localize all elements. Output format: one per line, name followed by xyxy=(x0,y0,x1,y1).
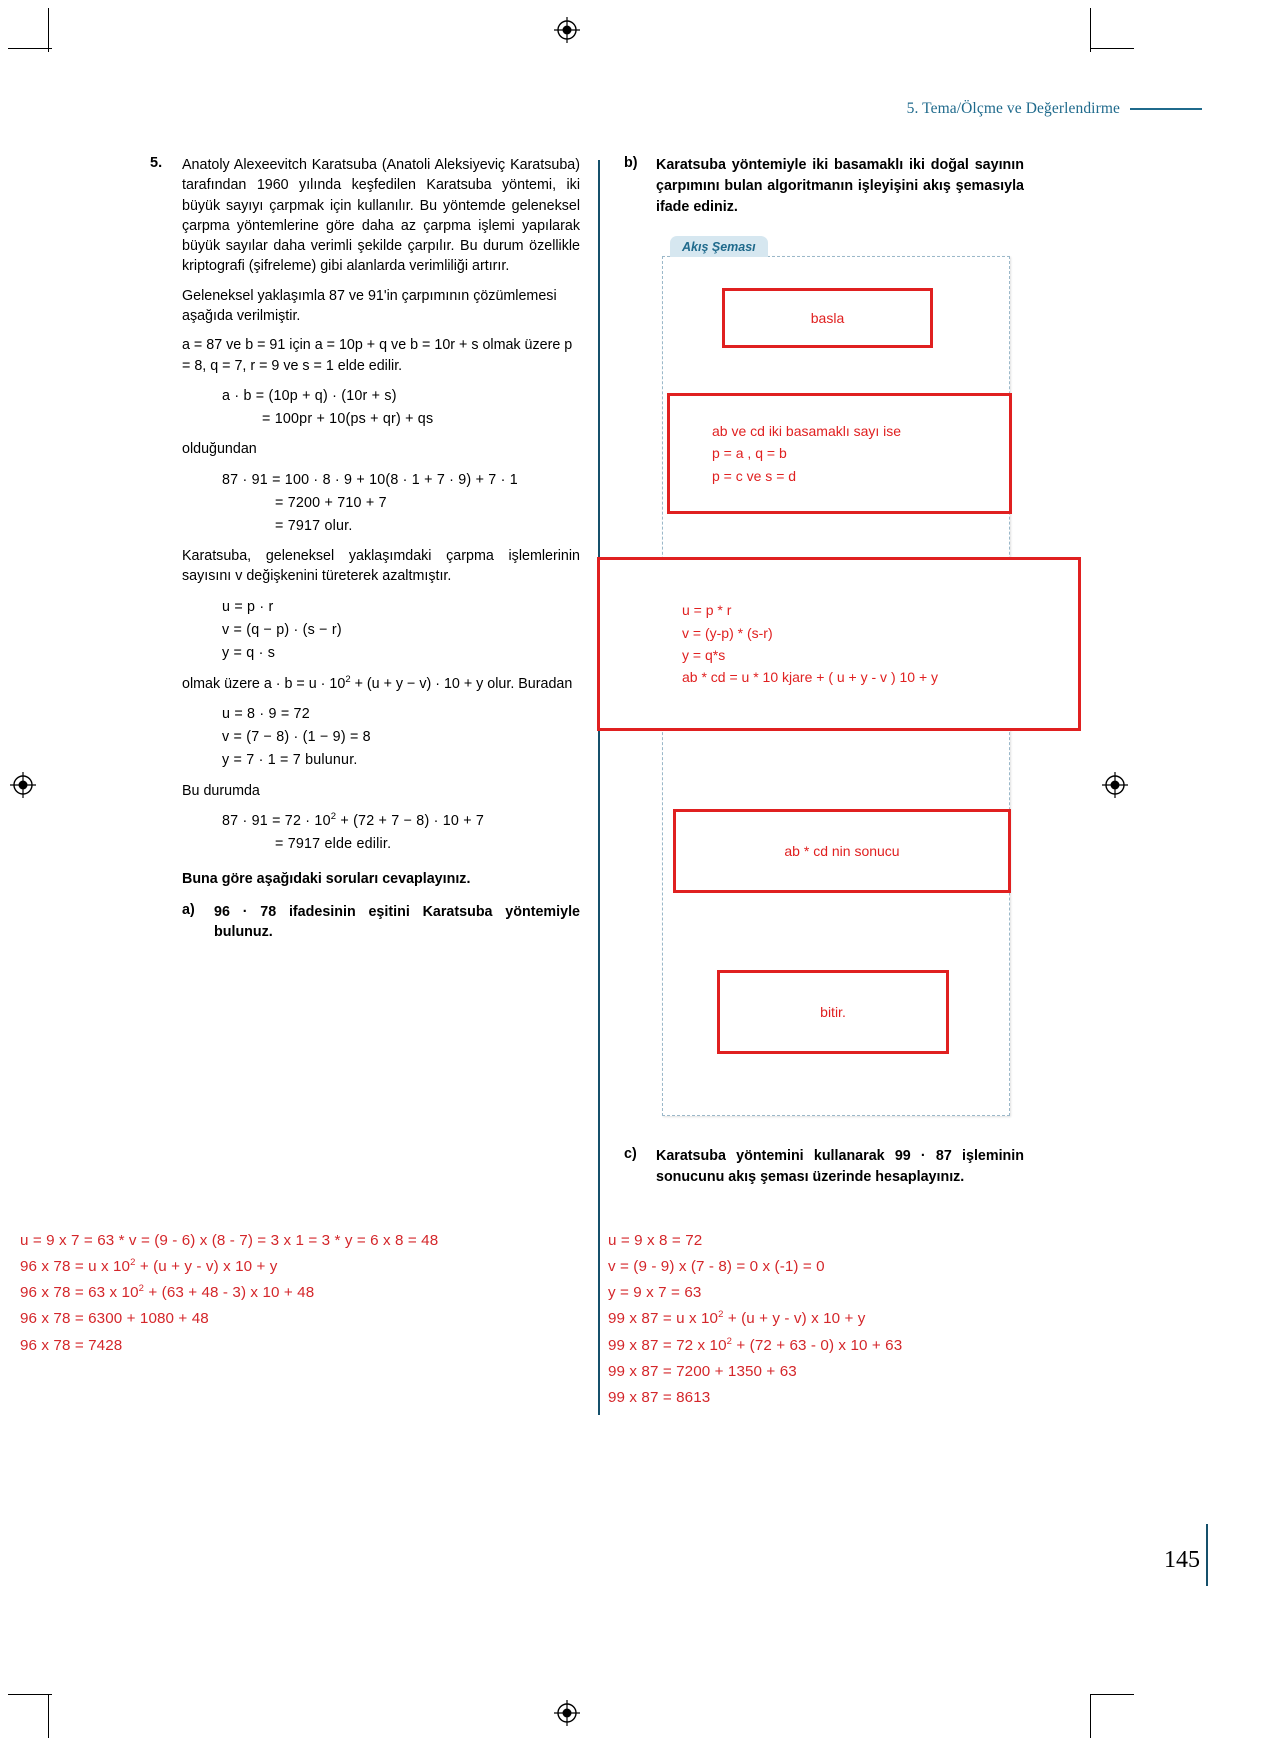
answer-line: 99 x 87 = 72 x $10^2 + (72 + 63 - 0)$ x 10 + 63 xyxy=(608,1335,903,1354)
sub-question-a-letter: a) xyxy=(182,901,195,918)
sub-question-c-text: Karatsuba yöntemini kullanarak 99 · 87 işleminin sonucunu akış şeması üzerinde hesaplayınız. xyxy=(656,1148,1024,1186)
instruction-text: Buna göre aşağıdaki soruları cevaplayınız. xyxy=(182,871,471,888)
sub-question-b xyxy=(624,155,1024,218)
crop-mark-bottom-left-h xyxy=(8,1694,52,1695)
answer-line: u = 9 x 7 = 63 * v = (9 - 6) x (8 - 7) = 3 x 1 = 3 * y = 6 x 8 = 48 xyxy=(20,1232,439,1249)
paragraph-traditional: Geleneksel yaklaşımla 87 ve 91'in çarpımının çözümlemesi aşağıda verilmiştir. xyxy=(182,287,557,325)
math-block-1 xyxy=(182,385,580,430)
paragraph-olduğundan: olduğundan xyxy=(182,441,257,458)
math-line xyxy=(182,408,580,430)
sub-question-b-text: Karatsuba yöntemiyle iki basamaklı iki doğal sayının çarpımını bulan algoritmanın işleyişini akış şemasıyla ifade ediniz. xyxy=(656,157,1024,216)
flow-node-calculation xyxy=(597,557,1081,731)
paragraph-olmak-uzere: olmak üzere $a \cdot b = u \cdot 10^2 + (u + y - v) \cdot 10 + y$ olur. Buradan xyxy=(182,674,573,692)
flow-node-line: ab * cd = u * 10 kjare + ( u + y - v ) 10 + y xyxy=(682,669,939,686)
flow-node-start-text: basla xyxy=(810,309,845,326)
registration-mark-right xyxy=(1102,772,1128,798)
flow-node-line: u = p * r xyxy=(682,602,732,619)
answer-block-a xyxy=(20,1228,580,1359)
page-number-rule xyxy=(1206,1524,1208,1586)
crop-mark-bottom-right-v xyxy=(1090,1694,1091,1738)
math-line: y = q · s xyxy=(222,644,276,661)
answer-line: y = 9 x 7 = 63 xyxy=(608,1284,702,1302)
answer-line: 99 x 87 = u x $10^2 + (u + y - v)$ x 10 + y xyxy=(608,1309,866,1328)
crop-mark-bottom-left-v xyxy=(48,1694,49,1738)
flow-node-end-text: bitir. xyxy=(820,1003,846,1020)
math-line xyxy=(182,833,580,855)
registration-mark-top xyxy=(554,17,580,43)
flow-node-input xyxy=(667,393,1012,514)
right-column xyxy=(624,155,1024,1188)
registration-mark-left xyxy=(10,772,36,798)
column-divider xyxy=(598,160,600,1415)
math-line: v = (7 − 8) · (1 − 9) = 8 xyxy=(222,729,371,746)
flow-node-line: y = q*s xyxy=(682,647,726,664)
answer-line: 99 x 87 = 8613 xyxy=(608,1388,711,1406)
flow-node-line: p = a , q = b xyxy=(712,445,787,462)
math-block-3 xyxy=(182,596,580,664)
question-number: 5. xyxy=(150,155,163,171)
answer-line: 96 x 78 = 63 x $10^2 + (63 + 48 - 3)$ x 10 + 48 xyxy=(20,1283,315,1302)
left-column xyxy=(150,155,580,943)
flow-node-end xyxy=(717,970,949,1054)
answer-line: 96 x 78 = 6300 + 1080 + 48 xyxy=(20,1310,209,1328)
header-title: 5. Tema/Ölçme ve Değerlendirme xyxy=(906,100,1120,117)
math-text: = 7200 + 710 + 7 xyxy=(275,494,387,511)
sub-question-c-letter: c) xyxy=(624,1146,637,1163)
paragraph-karatsuba: Karatsuba, geleneksel yaklaşımdaki çarpma işlemlerinin sayısını v değişkenini türeterek azaltmıştır. xyxy=(182,548,580,585)
math-text: = 7917 elde edilir. xyxy=(275,836,392,853)
question-5 xyxy=(150,155,580,943)
math-line: $87 \cdot 91 = 72 \cdot 10^2 + (72 + 7 - 8) \cdot 10 + 7$ xyxy=(222,811,485,829)
answer-line: 96 x 78 = 7428 xyxy=(20,1336,123,1354)
flowchart-canvas xyxy=(662,256,1010,1116)
crop-mark-top-left-h xyxy=(8,48,52,49)
math-line: u = p · r xyxy=(222,598,274,615)
math-line: a · b = (10p + q) · (10r + s) xyxy=(222,387,397,404)
answer-line: 96 x 78 = u x $10^2 + (u + y - v)$ x 10 + y xyxy=(20,1257,278,1276)
flow-node-output-text: ab * cd nin sonucu xyxy=(784,842,900,859)
math-block-2 xyxy=(182,469,580,537)
paragraph-intro: Anatoly Alexeevitch Karatsuba (Anatoli Aleksiyeviç Karatsuba) tarafından 1960 yılında keşfedilen Karatsuba yöntemi, iki büyük sayıyı çarpmak için kullanılır. Bu yöntemde geleneksel çarpma yöntemlerine göre daha az çarpma işlemi yapılarak büyük sayılar daha verimli şekilde çarpılır. Bu durum özellikle kriptografi (şifreleme) gibi alanlarda verimliliği artırır. xyxy=(182,157,580,275)
question-body xyxy=(182,155,580,943)
math-line xyxy=(182,492,580,514)
crop-mark-top-left-v xyxy=(48,8,49,52)
flow-node-line: p = c ve s = d xyxy=(712,467,797,484)
math-block-4 xyxy=(182,703,580,771)
math-line: y = 7 · 1 = 7 bulunur. xyxy=(222,752,358,769)
page-number: 145 xyxy=(1164,1547,1200,1573)
sub-question-a-text: 96 · 78 ifadesinin eşitini Karatsuba yöntemiyle bulunuz. xyxy=(214,903,580,941)
flow-node-output xyxy=(673,809,1011,893)
sub-question-b-letter: b) xyxy=(624,155,638,171)
crop-mark-bottom-right-h xyxy=(1090,1694,1134,1695)
paragraph-variables: a = 87 ve b = 91 için a = 10p + q ve b = 10r + s olmak üzere p = 8, q = 7, r = 9 ve s = 1 elde edilir. xyxy=(182,337,573,374)
math-text: = 100pr + 10(ps + qr) + qs xyxy=(262,411,434,428)
sub-question-a xyxy=(182,902,580,943)
answer-line: 99 x 87 = 7200 + 1350 + 63 xyxy=(608,1362,797,1380)
answer-block-c xyxy=(608,1228,1028,1411)
header-rule xyxy=(1130,108,1202,110)
crop-mark-top-right-h xyxy=(1090,48,1134,49)
answer-line: u = 9 x 8 = 72 xyxy=(608,1232,703,1249)
flowchart-panel xyxy=(662,236,1010,1116)
math-line xyxy=(182,515,580,537)
sub-question-c xyxy=(624,1146,1024,1188)
paragraph-bu-durumda: Bu durumda xyxy=(182,782,260,799)
math-line: u = 8 · 9 = 72 xyxy=(222,706,310,723)
flowchart-tab-label: Akış Şeması xyxy=(670,236,768,257)
flow-node-start xyxy=(722,288,933,348)
math-block-5 xyxy=(182,810,580,855)
flow-node-line: ab ve cd iki basamaklı sayı ise xyxy=(712,422,902,439)
math-line: v = (q − p) · (s − r) xyxy=(222,621,342,638)
flow-node-line: v = (y-p) * (s-r) xyxy=(682,624,773,641)
math-text: = 7917 olur. xyxy=(275,517,353,534)
flow-node-calculation-text xyxy=(600,599,1078,689)
running-header xyxy=(907,100,1202,118)
flow-node-input-text xyxy=(670,420,1009,487)
crop-mark-top-right-v xyxy=(1090,8,1091,52)
math-line: 87 · 91 = 100 · 8 · 9 + 10(8 · 1 + 7 · 9) + 7 · 1 xyxy=(222,471,518,488)
answer-line: v = (9 - 9) x (7 - 8) = 0 x (-1) = 0 xyxy=(608,1258,825,1276)
registration-mark-bottom xyxy=(554,1700,580,1726)
